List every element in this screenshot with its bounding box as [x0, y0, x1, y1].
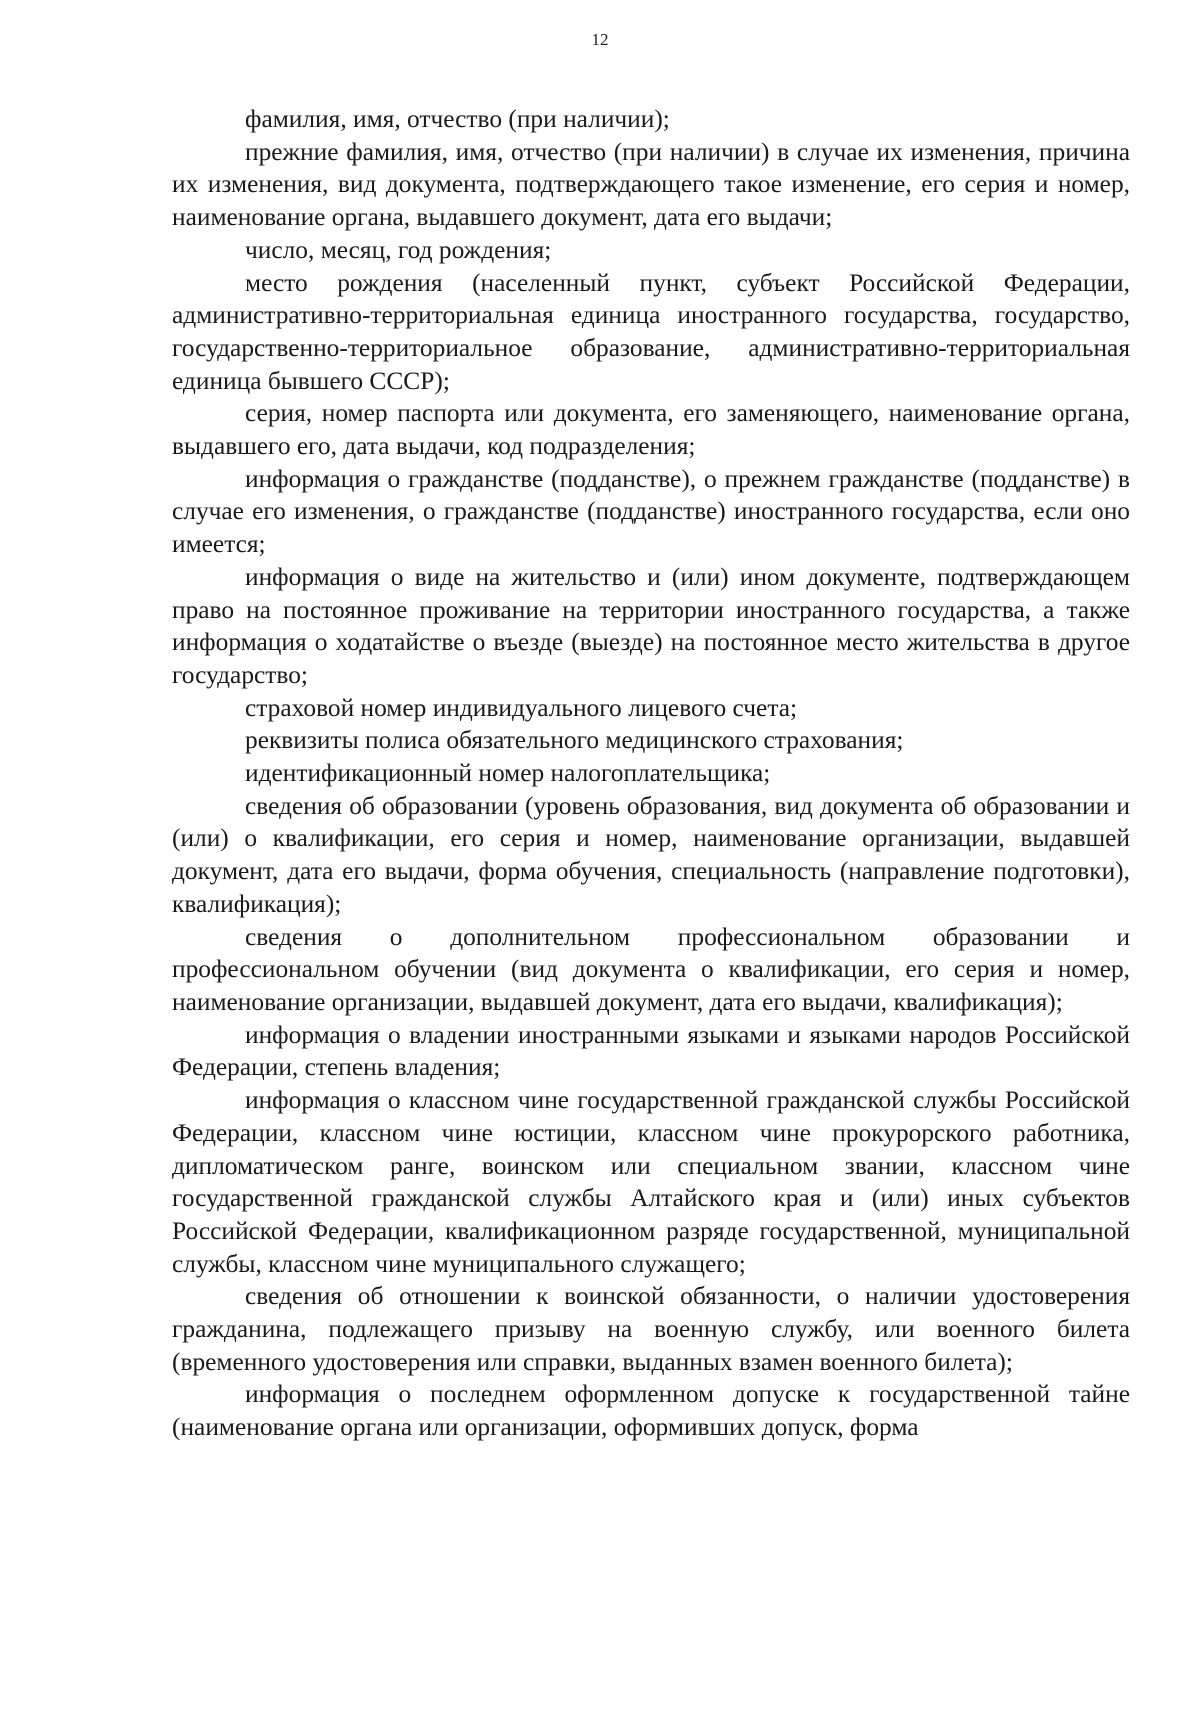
paragraph-state-secret-clearance: информация о последнем оформленном допуске к государственной тайне (наименование органа или организации, оформивших допуск, форма: [172, 1380, 1130, 1442]
paragraph-birth-place: место рождения (населенный пункт, субъект Российской Федерации, административно-территориальная единица иностранного государства, государство, государственно-территориальное образование, административно-территориальная единица бывшего СССР);: [172, 268, 1130, 395]
paragraph-full-name: фамилия, имя, отчество (при наличии);: [245, 105, 670, 133]
paragraph-tax-id: идентификационный номер налогоплательщика;: [245, 759, 771, 788]
paragraph-additional-education: сведения о дополнительном профессиональном образовании и профессиональном обучении (вид документа о квалификации, его серия и номер, наименование организации, выдавшей документ, дата его выдачи, квалификация);: [172, 922, 1130, 1016]
paragraph-passport: серия, номер паспорта или документа, его заменяющего, наименование органа, выдавшего его, дата выдачи, код подразделения;: [172, 399, 1130, 461]
paragraph-residence-permit: информация о виде на жительство и (или) ином документе, подтверждающем право на постоянное проживание на территории иностранного государства, а также информация о ходатайстве о въезде (выезде) на постоянное место жительства в другое государство;: [172, 562, 1130, 689]
paragraph-previous-name: прежние фамилия, имя, отчество (при наличии) в случае их изменения, причина их изменения, вид документа, подтверждающего такое изменение, его серия и номер, наименование органа, выдавшего документ, дата его выдачи;: [172, 137, 1130, 232]
paragraph-citizenship: информация о гражданстве (подданстве), о прежнем гражданстве (подданстве) в случае его изменения, о гражданстве (подданстве) иностранного государства, если оно имеется;: [172, 464, 1130, 559]
paragraph-insurance-number: страховой номер индивидуального лицевого счета;: [245, 693, 798, 722]
paragraph-military-duty: сведения об отношении к воинской обязанности, о наличии удостоверения гражданина, подлежащего призыву на военную службу, или военного билета (временного удостоверения или справки, выданных взамен военного билета);: [172, 1282, 1130, 1376]
paragraph-medical-policy: реквизиты полиса обязательного медицинского страхования;: [245, 726, 904, 755]
paragraph-birth-date: число, месяц, год рождения;: [245, 235, 552, 264]
page-number: 12: [591, 30, 609, 49]
paragraph-education: сведения об образовании (уровень образования, вид документа об образовании и (или) о квалификации, его серия и номер, наименование организации, выдавшей документ, дата его выдачи, форма обучения, специальность (направление подготовки), квалификация);: [172, 791, 1130, 918]
paragraph-class-rank: информация о классном чине государственной гражданской службы Российской Федерации, классном чине юстиции, классном чине прокурорского работника, дипломатическом ранге, воинском или специальном звании, классном чине государственной гражданской службы Алтайского края и (или) иных субъектов Российской Федерации, квалификационном разряде государственной, муниципальной службы, классном чине муниципального служащего;: [172, 1086, 1130, 1278]
document-body: [172, 103, 1130, 1444]
paragraph-languages: информация о владении иностранными языками и языками народов Российской Федерации, степень владения;: [172, 1020, 1130, 1082]
